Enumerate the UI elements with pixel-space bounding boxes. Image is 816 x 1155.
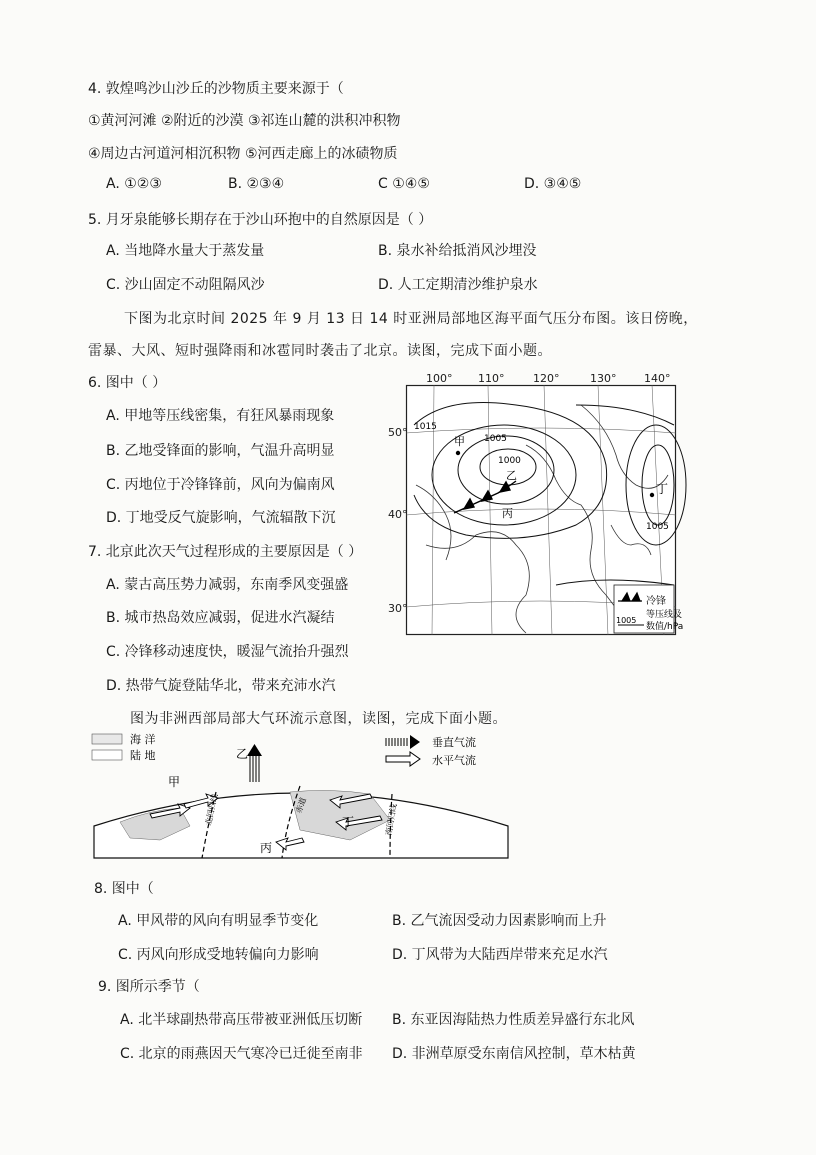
legend-land-swatch: [92, 750, 122, 760]
q4-option-c: C ①④⑤: [378, 176, 430, 192]
place-label-jia: 甲: [454, 435, 465, 448]
line-label-north-tropic: 北回归线: [203, 793, 220, 827]
q4-option-a: A. ①②③: [106, 176, 162, 192]
legend-front: 冷锋: [646, 596, 666, 607]
q7-option-b: B. 城市热岛效应减弱，促进水汽凝结: [106, 610, 335, 626]
lat-label-50: 50°: [388, 426, 408, 439]
circ-label-ding: 丁: [342, 815, 355, 829]
lon-label-100: 100°: [426, 372, 453, 385]
q4-items-line2: ④周边古河道河相沉积物 ⑤河西走廊上的冰碛物质: [88, 146, 398, 162]
circ-label-yi: 乙: [236, 747, 249, 761]
isobar-label-1015: 1015: [414, 422, 437, 432]
marker-jia: [456, 451, 460, 455]
q9-option-a: A. 北半球副热带高压带被亚洲低压切断: [120, 1012, 363, 1028]
q6-stem: 6. 图中（ ）: [88, 375, 167, 391]
q5-option-a: A. 当地降水量大于蒸发量: [106, 243, 265, 259]
q5-option-c: C. 沙山固定不动阻隔风沙: [106, 277, 265, 293]
lat-label-30: 30°: [388, 602, 408, 615]
q9-option-d: D. 非洲草原受东南信风控制，草木枯黄: [392, 1046, 636, 1062]
isobar-label-1005-east: 1005: [646, 522, 669, 532]
legend-isobar-unit: 数值/hPa: [646, 622, 684, 632]
line-label-south-tropic: 南回归线: [384, 803, 399, 837]
place-label-ding: 丁: [656, 482, 669, 496]
q4-items-line1: ①黄河河滩 ②附近的沙漠 ③祁连山麓的洪积冲积物: [88, 113, 401, 129]
q9-stem: 9. 图所示季节（: [98, 979, 200, 995]
line-label-equator: 赤道: [294, 796, 308, 815]
q8-option-c: C. 丙风向形成受地转偏向力影响: [118, 947, 319, 963]
q8-option-d: D. 丁风带为大陆西岸带来充足水汽: [392, 947, 608, 963]
q8-option-a: A. 甲风带的风向有明显季节变化: [118, 913, 319, 929]
q6-option-a: A. 甲地等压线密集，有狂风暴雨现象: [106, 408, 335, 424]
lon-label-140: 140°: [644, 372, 671, 385]
q8-option-b: B. 乙气流因受动力因素影响而上升: [392, 913, 607, 929]
q6-option-c: C. 丙地位于冷锋锋前，风向为偏南风: [106, 477, 335, 493]
legend-land: 陆 地: [130, 749, 156, 762]
pressure-map: [406, 385, 684, 635]
circ-label-bing: 丙: [260, 841, 273, 855]
q5-option-d: D. 人工定期清沙维护泉水: [378, 277, 538, 293]
q4-stem: 4. 敦煌鸣沙山沙丘的沙物质主要来源于（: [88, 81, 344, 97]
q6-option-b: B. 乙地受锋面的影响，气温升高明显: [106, 443, 335, 459]
lat-label-40: 40°: [388, 508, 408, 521]
q8-stem: 8. 图中（: [94, 881, 154, 897]
q5-stem: 5. 月牙泉能够长期存在于沙山环抱中的自然原因是（ ）: [88, 212, 433, 228]
legend-horizontal: 水平气流: [432, 754, 476, 767]
lon-label-120: 120°: [533, 372, 560, 385]
q7-option-a: A. 蒙古高压势力减弱，东南季风变强盛: [106, 577, 349, 593]
q9-option-c: C. 北京的雨燕因天气寒冷已迁徙至南非: [120, 1046, 363, 1062]
q9-option-b: B. 东亚因海陆热力性质差异盛行东北风: [392, 1012, 635, 1028]
q7-stem: 7. 北京此次天气过程形成的主要原因是（ ）: [88, 544, 363, 560]
q7-option-d: D. 热带气旋登陆华北，带来充沛水汽: [106, 678, 336, 694]
legend-vertical: 垂直气流: [432, 736, 476, 749]
circ-label-jia: 甲: [168, 775, 181, 789]
intro2: 图为非洲西部局部大气环流示意图，读图，完成下面小题。: [130, 711, 507, 727]
legend-ocean: 海 洋: [130, 733, 156, 746]
q7-option-c: C. 冷锋移动速度快，暖湿气流抬升强烈: [106, 644, 349, 660]
intro1-line1: 下图为北京时间 2025 年 9 月 13 日 14 时亚洲局部地区海平面气压分布图。该日傍晚，: [124, 311, 698, 327]
lon-label-110: 110°: [478, 372, 505, 385]
q6-option-d: D. 丁地受反气旋影响，气流辐散下沉: [106, 510, 336, 526]
isobar-label-1000: 1000: [498, 456, 521, 466]
marker-ding: [650, 493, 654, 497]
legend-ocean-swatch: [92, 734, 122, 744]
q4-option-d: D. ③④⑤: [524, 176, 582, 192]
lon-label-130: 130°: [590, 372, 617, 385]
place-label-yi: 乙: [506, 469, 517, 482]
q5-option-b: B. 泉水补给抵消风沙埋没: [378, 243, 537, 259]
circulation-diagram: [90, 730, 512, 862]
isobar-label-1005: 1005: [484, 434, 507, 444]
place-label-bing: 丙: [502, 507, 513, 520]
legend-isobar: 等压线及: [646, 610, 683, 620]
intro1-line2: 雷暴、大风、短时强降雨和冰雹同时袭击了北京。读图，完成下面小题。: [88, 343, 552, 359]
legend-sample: 1005: [616, 616, 637, 625]
q4-option-b: B. ②③④: [228, 176, 285, 192]
